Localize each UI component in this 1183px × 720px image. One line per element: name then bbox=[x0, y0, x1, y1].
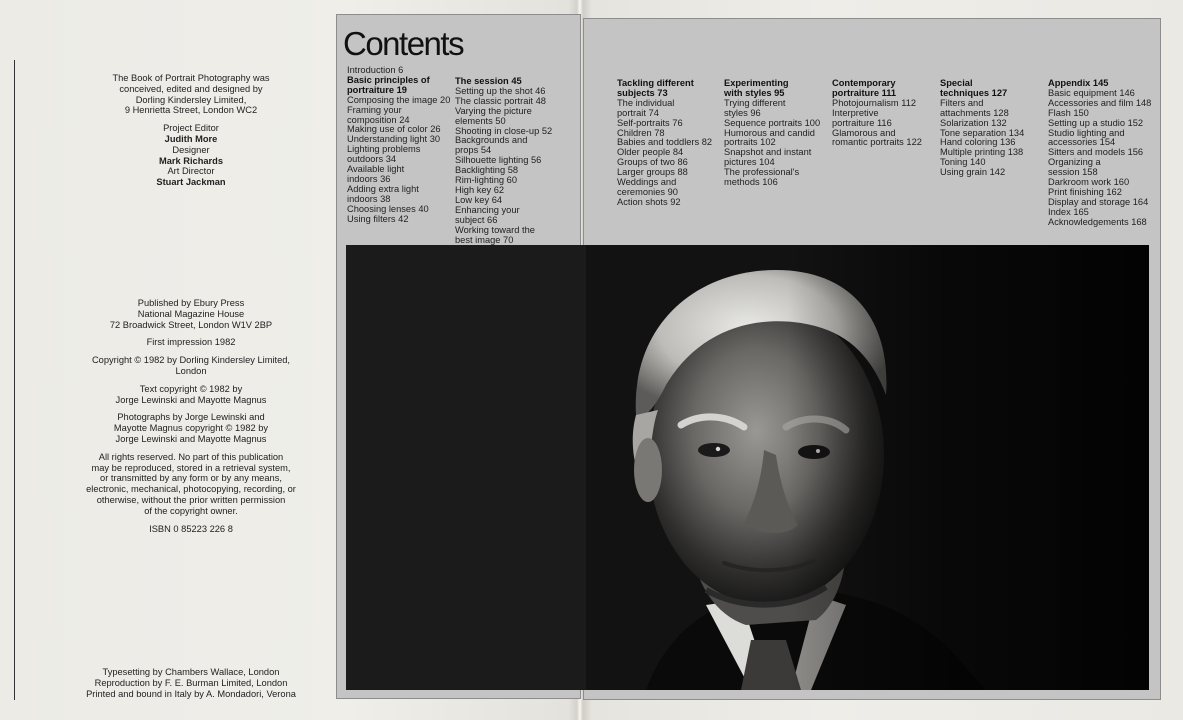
imprint-line: 9 Henrietta Street, London WC2 bbox=[124, 105, 258, 116]
toc-entry: outdoors 34 bbox=[347, 154, 397, 165]
toc-entry: Silhouette lighting 56 bbox=[455, 155, 542, 166]
toc-section-heading: Experimenting bbox=[724, 78, 789, 88]
toc-entry: subject 66 bbox=[455, 214, 498, 225]
toc-entry: Filters and bbox=[940, 97, 984, 108]
toc-entry: Tone separation 134 bbox=[940, 127, 1025, 138]
imprint-line: Published by Ebury Press bbox=[137, 298, 245, 308]
spacer bbox=[60, 405, 322, 412]
toc-entry: portraiture 116 bbox=[832, 117, 892, 128]
toc-entry: Accessories and film 148 bbox=[1048, 97, 1152, 108]
toc-section-heading: portraiture 111 bbox=[832, 87, 897, 98]
toc-entry: Shooting in close-up 52 bbox=[455, 125, 553, 136]
toc-entry: Interpretive bbox=[832, 107, 879, 118]
toc-entry: Groups of two 86 bbox=[617, 157, 688, 168]
publisher-block bbox=[60, 298, 322, 534]
toc-entry: Composing the image 20 bbox=[347, 94, 451, 105]
imprint-line: Copyright © 1982 by Dorling Kindersley Limited, bbox=[91, 355, 291, 366]
toc-entry: Adding extra light bbox=[347, 183, 419, 194]
toc-entry: Understanding light 30 bbox=[347, 134, 441, 145]
toc-entry: Backlighting 58 bbox=[455, 165, 519, 176]
toc-entry: Available light bbox=[347, 164, 405, 175]
toc-entry: Enhancing your bbox=[455, 204, 520, 215]
toc-entry: Solarization 132 bbox=[940, 117, 1007, 128]
imprint-line: Printed and bound in Italy by A. Mondadori, Verona bbox=[86, 688, 296, 699]
toc-entry: The classic portrait 48 bbox=[455, 95, 546, 106]
imprint-line: First impression 1982 bbox=[146, 337, 236, 348]
toc-entry: Setting up a studio 152 bbox=[1048, 117, 1144, 128]
imprint-line: The Book of Portrait Photography was bbox=[112, 73, 270, 83]
toc-entry: The professional's bbox=[724, 167, 800, 178]
toc-section-heading: portraiture 19 bbox=[347, 84, 407, 95]
portrait-illustration bbox=[346, 245, 1149, 690]
toc-entry: Larger groups 88 bbox=[617, 167, 688, 178]
toc-entry: Index 165 bbox=[1048, 206, 1089, 217]
imprint-line: Jorge Lewinski and Mayotte Magnus bbox=[115, 433, 267, 444]
imprint-line: Designer bbox=[172, 144, 210, 155]
toc-entry: Photojournalism 112 bbox=[832, 97, 917, 108]
toc-entry: Older people 84 bbox=[617, 147, 684, 158]
imprint-line: Mark Richards bbox=[158, 155, 224, 166]
credits-block bbox=[60, 73, 322, 188]
toc-entry: Display and storage 164 bbox=[1048, 196, 1149, 207]
toc-entry: Introduction 6 bbox=[347, 65, 404, 75]
toc-column-3 bbox=[617, 79, 712, 208]
production-credits bbox=[55, 667, 327, 699]
imprint-line: or transmitted by any form or by any means, bbox=[100, 473, 282, 484]
toc-entry: Toning 140 bbox=[940, 157, 986, 168]
imprint-line: All rights reserved. No part of this publication bbox=[98, 451, 284, 462]
imprint-line: Mayotte Magnus copyright © 1982 by bbox=[113, 423, 269, 434]
toc-entry: methods 106 bbox=[724, 177, 778, 188]
imprint-line: may be reproduced, stored in a retrieval system, bbox=[91, 462, 291, 473]
toc-entry: romantic portraits 122 bbox=[832, 137, 922, 148]
toc-entry: Snapshot and instant bbox=[724, 147, 812, 158]
contents-heading: Contents bbox=[343, 25, 464, 62]
toc-entry: Multiple printing 138 bbox=[940, 147, 1024, 158]
toc-entry: portraits 102 bbox=[724, 137, 776, 148]
toc-entry: Darkroom work 160 bbox=[1048, 177, 1130, 188]
imprint-line: Stuart Jackman bbox=[156, 177, 226, 188]
spacer bbox=[60, 445, 322, 452]
toc-entry: Children 78 bbox=[617, 127, 665, 138]
toc-section-heading: Contemporary bbox=[832, 78, 896, 88]
toc-entry: session 158 bbox=[1048, 167, 1098, 178]
imprint-line: Project Editor bbox=[163, 123, 219, 134]
toc-entry: Humorous and candid bbox=[724, 127, 815, 138]
toc-entry: composition 24 bbox=[347, 114, 410, 125]
imprint-line: conceived, edited and designed by bbox=[119, 83, 263, 94]
toc-entry: props 54 bbox=[455, 145, 492, 156]
portrait-photograph bbox=[346, 245, 1149, 690]
toc-entry: Backgrounds and bbox=[455, 135, 528, 146]
spacer bbox=[60, 330, 322, 337]
toc-entry: indoors 38 bbox=[347, 193, 391, 204]
toc-section-heading: The session 45 bbox=[455, 76, 522, 86]
toc-entry: Sequence portraits 100 bbox=[724, 117, 821, 128]
toc-entry: Working toward the bbox=[455, 224, 535, 235]
toc-entry: ceremonies 90 bbox=[617, 186, 678, 197]
spacer bbox=[60, 116, 322, 123]
toc-entry: High key 62 bbox=[455, 184, 505, 195]
page-edge-line bbox=[14, 60, 15, 700]
toc-section-heading: Special bbox=[940, 78, 973, 88]
toc-entry: Action shots 92 bbox=[617, 196, 681, 207]
imprint-line: National Magazine House bbox=[137, 308, 245, 319]
spacer bbox=[60, 517, 322, 524]
toc-section-heading: Basic principles of bbox=[347, 74, 430, 85]
imprint-line: otherwise, without the prior written permission bbox=[96, 494, 286, 505]
toc-entry: portrait 74 bbox=[617, 107, 659, 118]
toc-entry: Varying the picture bbox=[455, 105, 532, 116]
toc-entry: Babies and toddlers 82 bbox=[617, 137, 713, 148]
toc-entry: best image 70 bbox=[455, 234, 514, 245]
imprint-line: Judith More bbox=[164, 133, 218, 144]
toc-entry: Weddings and bbox=[617, 177, 677, 188]
imprint-line: London bbox=[175, 365, 207, 376]
toc-entry: Choosing lenses 40 bbox=[347, 203, 429, 214]
toc-entry: attachments 128 bbox=[940, 107, 1009, 118]
toc-entry: Using grain 142 bbox=[940, 167, 1006, 178]
toc-entry: Glamorous and bbox=[832, 127, 896, 138]
toc-column-6 bbox=[940, 79, 1024, 178]
toc-entry: Trying different bbox=[724, 97, 786, 108]
toc-section-heading: Appendix 145 bbox=[1048, 78, 1109, 88]
toc-entry: Rim-lighting 60 bbox=[455, 175, 518, 186]
imprint-line: ISBN 0 85223 226 8 bbox=[149, 523, 233, 534]
toc-entry: Flash 150 bbox=[1048, 107, 1089, 118]
toc-entry: Studio lighting and bbox=[1048, 127, 1125, 138]
toc-entry: The individual bbox=[617, 97, 675, 108]
toc-entry: Hand coloring 136 bbox=[940, 137, 1016, 148]
toc-entry: Using filters 42 bbox=[347, 213, 409, 224]
toc-section-heading: with styles 95 bbox=[724, 87, 785, 98]
spacer bbox=[60, 348, 322, 355]
imprint-line: electronic, mechanical, photocopying, recording, or bbox=[86, 484, 296, 495]
toc-entry: Organizing a bbox=[1048, 157, 1101, 168]
toc-entry: Acknowledgements 168 bbox=[1048, 216, 1147, 227]
toc-entry: styles 96 bbox=[724, 107, 761, 118]
toc-entry: Basic equipment 146 bbox=[1048, 87, 1135, 98]
toc-entry: Self-portraits 76 bbox=[617, 117, 683, 128]
toc-column-4 bbox=[724, 79, 820, 188]
imprint-line: 72 Broadwick Street, London W1V 2BP bbox=[109, 319, 273, 330]
imprint-line: Art Director bbox=[167, 166, 215, 177]
spacer bbox=[60, 377, 322, 384]
toc-entry: elements 50 bbox=[455, 115, 506, 126]
toc-entry: Making use of color 26 bbox=[347, 124, 441, 135]
imprint-line: of the copyright owner. bbox=[144, 505, 238, 516]
imprint-line: Text copyright © 1982 by bbox=[139, 383, 243, 394]
toc-entry: Setting up the shot 46 bbox=[455, 85, 546, 96]
toc-entry: Framing your bbox=[347, 104, 402, 115]
toc-entry: pictures 104 bbox=[724, 157, 775, 168]
toc-entry: indoors 36 bbox=[347, 173, 391, 184]
imprint-line: Jorge Lewinski and Mayotte Magnus bbox=[115, 394, 267, 405]
toc-column-2 bbox=[455, 77, 552, 245]
toc-entry: Low key 64 bbox=[455, 194, 503, 205]
toc-section-heading: Tackling different bbox=[617, 78, 694, 88]
toc-column-7 bbox=[1048, 79, 1151, 228]
toc-section-heading: subjects 73 bbox=[617, 87, 668, 98]
toc-column-5 bbox=[832, 79, 922, 148]
imprint-line: Dorling Kindersley Limited, bbox=[135, 94, 247, 105]
toc-entry: Print finishing 162 bbox=[1048, 186, 1122, 197]
imprint-line: Typesetting by Chambers Wallace, London bbox=[102, 667, 280, 677]
imprint-line: Photographs by Jorge Lewinski and bbox=[117, 412, 265, 423]
toc-section-heading: techniques 127 bbox=[940, 87, 1008, 98]
imprint-line: Reproduction by F. E. Burman Limited, London bbox=[94, 677, 288, 688]
toc-column-1 bbox=[347, 66, 450, 225]
toc-entry: Sitters and models 156 bbox=[1048, 147, 1144, 158]
toc-entry: accessories 154 bbox=[1048, 137, 1116, 148]
toc-entry: Lighting problems bbox=[347, 144, 421, 155]
